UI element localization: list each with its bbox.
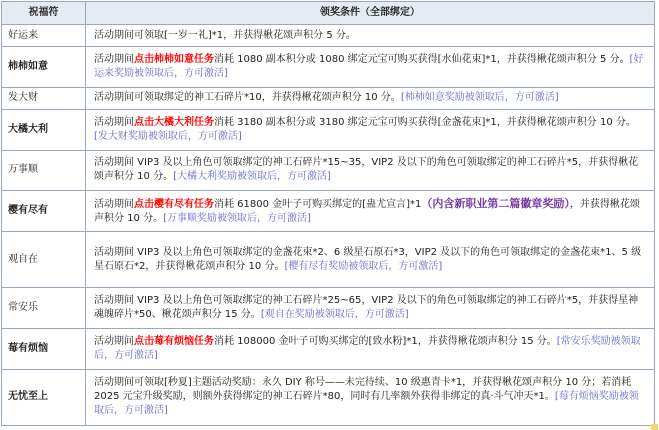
task-highlight: 点击莓有烦恼任务	[134, 335, 214, 347]
unlock-condition: [莓有烦恼奖励被领取后，方可激活]	[94, 391, 639, 417]
condition-text: 活动期间可领取[一岁一礼]*1，并获得楸花颂声积分 5 分。	[94, 29, 356, 41]
condition-text: 活动期间可领取[秒夏]主题活动奖励：永久 DIY 称号——未完待续、10 级惠青卡*1，并获得楸花颂声积分 10 分；若消耗 2025 元宝升级奖励，则额外获得绑定的神工石碎片*80，同时有几率额外获得非绑定的真·斗气冲天*1。	[94, 377, 632, 403]
unlock-condition: [常安乐奖励被领取后，方可激活]	[94, 335, 641, 361]
unlock-condition: [樱有尽有奖励被领取后，方可激活]	[284, 260, 443, 272]
table-row	[2, 232, 655, 288]
charm-name: 好运来	[2, 25, 86, 47]
bonus-highlight: （内含新职业第二篇徽章奖励）	[421, 196, 570, 210]
reward-table	[1, 1, 655, 426]
reward-condition	[86, 109, 655, 150]
condition-text: 活动期间	[94, 198, 134, 210]
reward-condition	[86, 47, 655, 88]
reward-condition	[86, 87, 655, 109]
condition-text: 消耗 108000 金叶子可购买绑定的[致水粉]*1，并获得楸花颂声积分 15 分。	[214, 335, 557, 347]
table-body	[2, 25, 655, 426]
condition-text: 消耗 61800 金叶子可购买绑定的[蛊尤宣言]*1	[214, 198, 422, 210]
condition-text: 活动期间	[94, 116, 134, 128]
charm-name: 万事顺	[2, 150, 86, 191]
condition-text: 消耗 3180 副本积分或 3180 绑定元宝可购买获得[金盏花束]*1，并获得楸花颂声积分 10 分。	[214, 116, 636, 128]
corner-marker	[651, 424, 658, 430]
table-row	[2, 288, 655, 329]
table-row	[2, 328, 655, 369]
reward-condition	[86, 288, 655, 329]
reward-condition	[86, 232, 655, 288]
charm-name: 莓有烦恼	[2, 328, 86, 369]
condition-text: 活动期间	[94, 53, 134, 65]
condition-text: ，并获得楸花颂声积分 10 分。	[94, 198, 640, 224]
table-row	[2, 47, 655, 88]
condition-text: 活动期间 VIP3 及以上角色可领取绑定的金盏花束*2、6 级星石原石*3，VIP2 及以下的角色可领取绑定的金盏花束*1、5 级星石原石*2，并获得楸花颂声积分 10 分。	[94, 246, 642, 272]
charm-name: 无忧至上	[2, 369, 86, 425]
unlock-condition: [观自在奖励被领取后，方可激活]	[260, 309, 409, 321]
table-row	[2, 369, 655, 425]
reward-condition	[86, 369, 655, 425]
header-reward-conditions: 领奖条件（全部绑定）	[86, 2, 655, 25]
reward-condition	[86, 25, 655, 47]
table-row	[2, 87, 655, 109]
task-highlight: 点击柿柿如意任务	[134, 53, 214, 65]
table-row	[2, 150, 655, 191]
charm-name: 常安乐	[2, 288, 86, 329]
table-row	[2, 191, 655, 232]
condition-text: 活动期间可领取绑定的神工石碎片*10，并获得楸花颂声积分 10 分。	[94, 92, 401, 104]
unlock-condition: [发大财奖励被领取后，方可激活]	[94, 130, 242, 142]
reward-condition	[86, 150, 655, 191]
unlock-condition: [万事顺奖励被领取后，方可激活]	[163, 212, 311, 224]
header-blessing-charm: 祝福符	[2, 2, 86, 25]
unlock-condition: [好运来奖励被领取后，方可激活]	[94, 53, 644, 79]
unlock-condition: [大橘大利奖励被领取后，方可激活]	[173, 171, 331, 183]
charm-name: 柿柿如意	[2, 47, 86, 88]
charm-name: 发大财	[2, 87, 86, 109]
reward-condition	[86, 191, 655, 232]
condition-text: 活动期间 VIP3 及以上角色可领取绑定的神工石碎片*15~35，VIP2 及以下的角色可领取绑定的神工石碎片*5，并获得楸花颂声积分 10 分。	[94, 157, 639, 183]
reward-condition	[86, 328, 655, 369]
condition-text: 活动期间	[94, 335, 134, 347]
unlock-condition: [柿柿如意奖励被领取后，方可激活]	[400, 92, 559, 104]
task-highlight: 点击大橘大利任务	[134, 116, 214, 128]
charm-name: 大橘大利	[2, 109, 86, 150]
condition-text: 消耗 1080 副本积分或 1080 绑定元宝可购买获得[水仙花束]*1，并获得楸花颂声积分 5 分。	[214, 53, 630, 65]
condition-text: 活动期间 VIP3 及以上角色可领取绑定的神工石碎片*25~65，VIP2 及以下的角色可领取绑定的神工石碎片*5，并获得星神魂魄碎片*50、楸花颂声积分 15 分。	[94, 295, 639, 321]
table-row	[2, 25, 655, 47]
task-highlight: 点击樱有尽有任务	[134, 198, 214, 210]
table-row	[2, 109, 655, 150]
charm-name: 樱有尽有	[2, 191, 86, 232]
table-header-row	[2, 2, 655, 25]
charm-name: 观自在	[2, 232, 86, 288]
